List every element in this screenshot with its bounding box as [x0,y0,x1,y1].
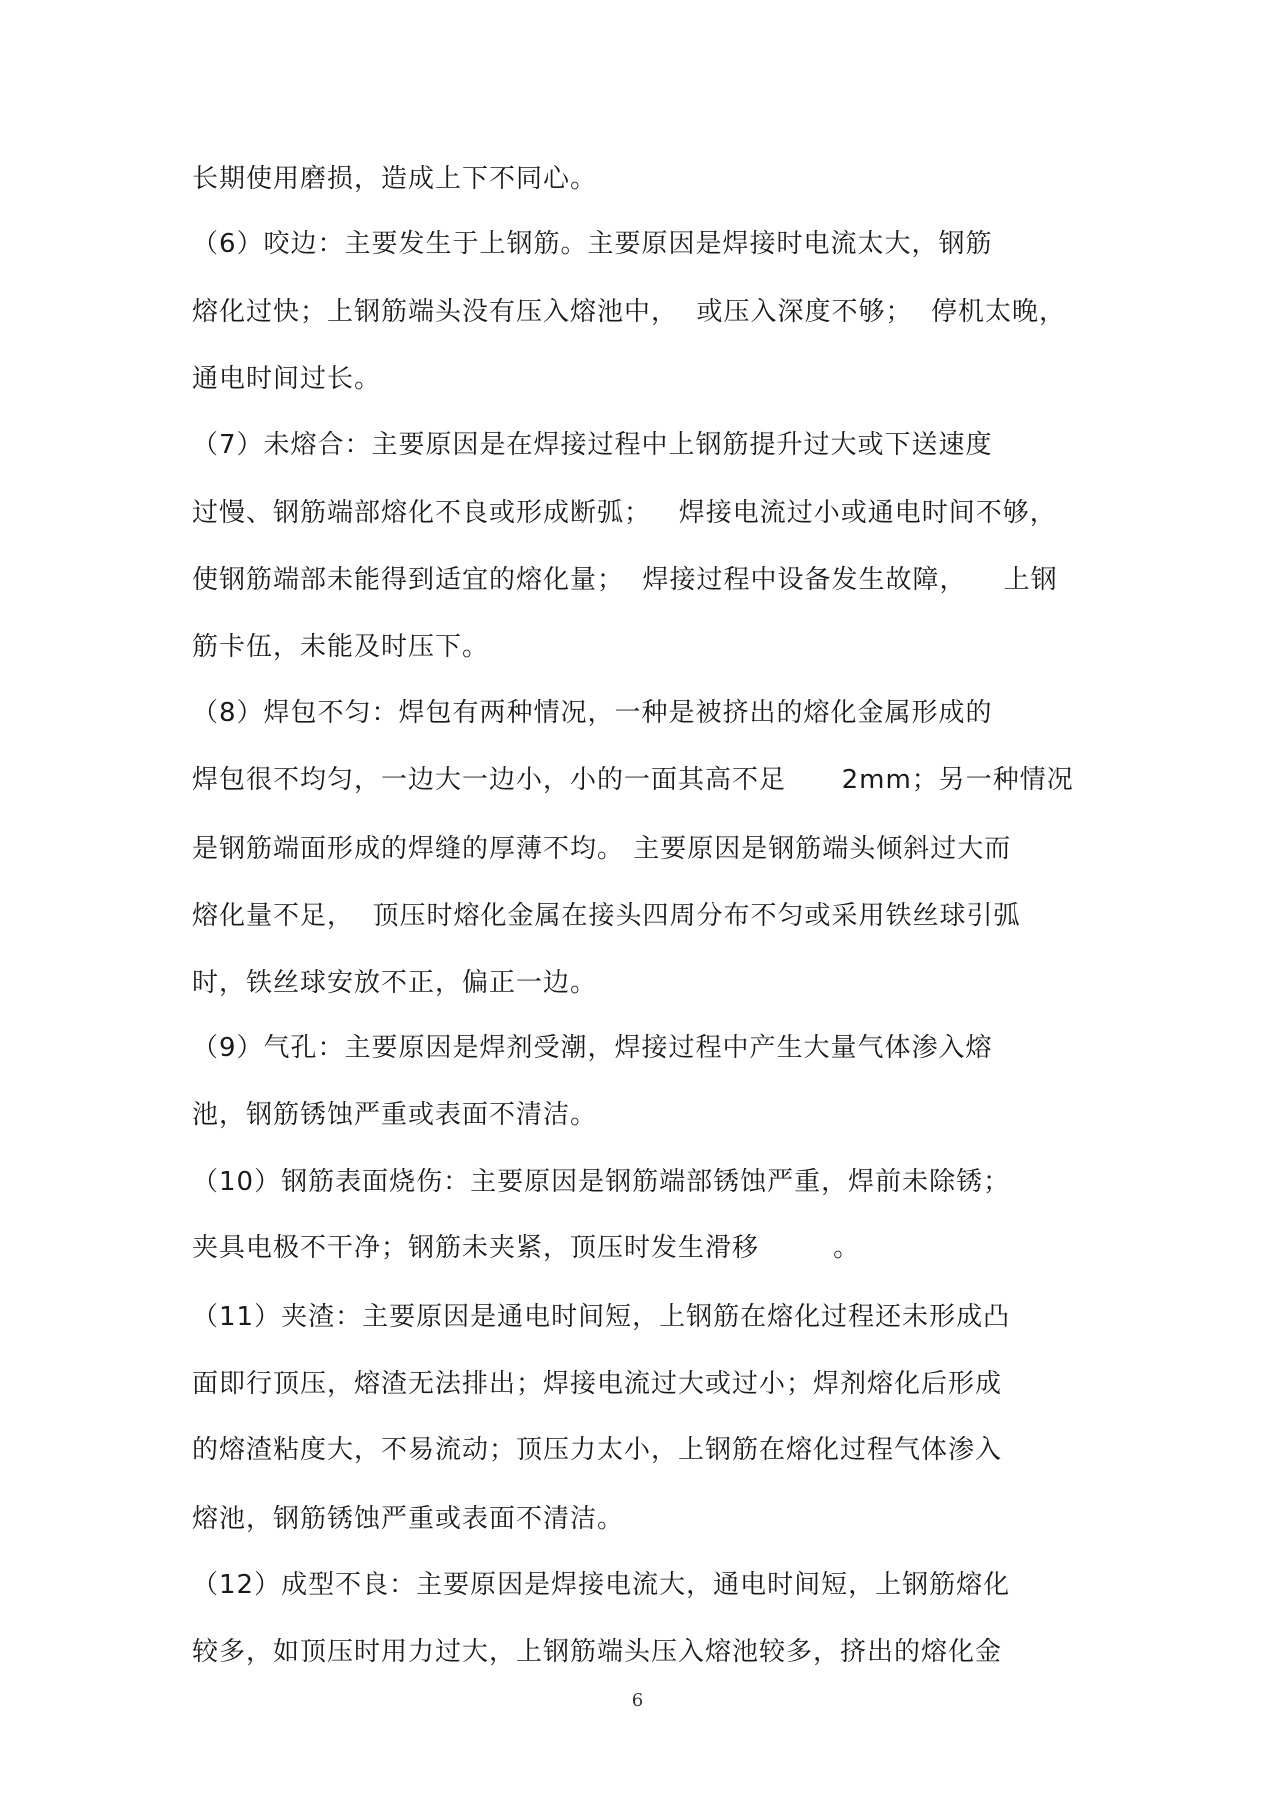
text-line: （8）焊包不匀：焊包有两种情况，一种是被挤出的熔化金属形成的 [192,698,993,728]
text-line: 通电时间过长。 [192,364,382,394]
page-number: 6 [631,1690,644,1711]
text-line: 熔化过快；上钢筋端头没有压入熔池中， 或压入深度不够； 停机太晚， [192,297,1067,327]
text-line: 的熔渣粘度大，不易流动；顶压力太小，上钢筋在熔化过程气体渗入 [192,1435,1003,1465]
text-line: 使钢筋端部未能得到适宜的熔化量； 焊接过程中设备发生故障， 上钢 [192,565,1058,595]
text-line: 熔池，钢筋锈蚀严重或表面不清洁。 [192,1504,625,1534]
text-line: 长期使用磨损，造成上下不同心。 [192,164,598,194]
text-line: 面即行顶压，熔渣无法排出；焊接电流过大或过小；焊剂熔化后形成 [192,1369,1003,1399]
text-line: 筋卡伍，未能及时压下。 [192,632,490,662]
text-line: （7）未熔合：主要原因是在焊接过程中上钢筋提升过大或下送速度 [192,430,993,460]
text-line: （6）咬边：主要发生于上钢筋。主要原因是焊接时电流太大，钢筋 [192,229,993,259]
text-line: 时，铁丝球安放不正，偏正一边。 [192,968,598,998]
text-line: 焊包很不均匀，一边大一边小，小的一面其高不足 2mm；另一种情况 [192,765,1074,795]
text-line: 池，钢筋锈蚀严重或表面不清洁。 [192,1100,598,1130]
text-line: 较多，如顶压时用力过大，上钢筋端头压入熔池较多，挤出的熔化金 [192,1637,1003,1667]
text-line: 夹具电极不干净；钢筋未夹紧，顶压时发生滑移 。 [192,1233,861,1263]
text-line: 是钢筋端面形成的焊缝的厚薄不均。 主要原因是钢筋端头倾斜过大而 [192,834,1012,864]
text-line: （11）夹渣：主要原因是通电时间短，上钢筋在熔化过程还未形成凸 [192,1302,1011,1332]
text-line: （12）成型不良：主要原因是焊接电流大，通电时间短，上钢筋熔化 [192,1570,1011,1600]
text-line: （10）钢筋表面烧伤：主要原因是钢筋端部锈蚀严重，焊前未除锈； [192,1167,1011,1197]
text-line: 过慢、钢筋端部熔化不良或形成断弧； 焊接电流过小或通电时间不够， [192,498,1057,528]
text-line: 熔化量不足， 顶压时熔化金属在接头四周分布不匀或采用铁丝球引弧 [192,901,1021,931]
text-line: （9）气孔：主要原因是焊剂受潮，焊接过程中产生大量气体渗入熔 [192,1033,993,1063]
